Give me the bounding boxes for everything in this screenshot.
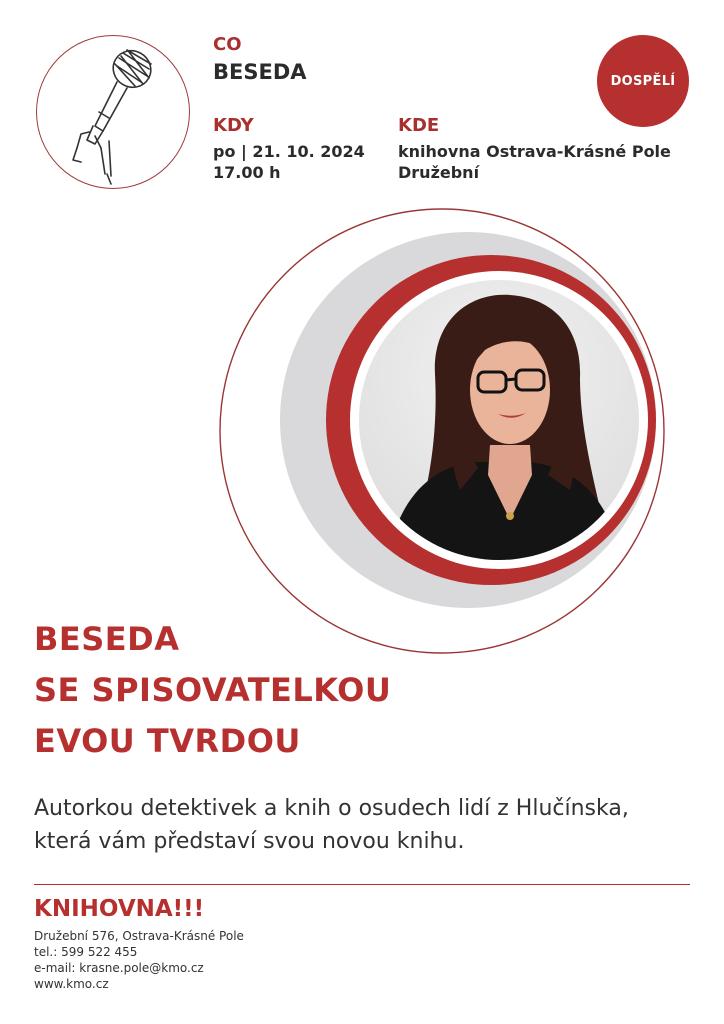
library-brand: KNIHOVNA!!! xyxy=(34,896,205,922)
footer-phone: tel.: 599 522 455 xyxy=(34,945,138,959)
description-line-1: Autorkou detektivek a knih o osudech lidí z Hlučínska, xyxy=(34,796,629,821)
title-line-2: SE SPISOVATELKOU xyxy=(34,671,392,709)
microphone-icon xyxy=(37,36,189,188)
when-label: KDY xyxy=(213,115,254,136)
footer-email: e-mail: krasne.pole@kmo.cz xyxy=(34,961,204,975)
when-time: 17.00 h xyxy=(213,163,281,182)
footer-web: www.kmo.cz xyxy=(34,977,109,991)
title-line-3: EVOU TVRDOU xyxy=(34,722,301,760)
footer-address: Družební 576, Ostrava-Krásné Pole xyxy=(34,929,244,943)
portrait-graphic xyxy=(210,200,690,660)
audience-badge: DOSPĚLÍ xyxy=(597,35,689,127)
where-label: KDE xyxy=(398,115,440,136)
footer-divider xyxy=(34,884,690,885)
description-line-2: která vám představí svou novou knihu. xyxy=(34,829,465,854)
microphone-circle xyxy=(36,35,190,189)
where-street: Družební xyxy=(398,163,480,182)
what-label: CO xyxy=(213,34,242,55)
what-value: BESEDA xyxy=(213,60,307,84)
when-date: po | 21. 10. 2024 xyxy=(213,142,365,161)
where-venue: knihovna Ostrava-Krásné Pole xyxy=(398,142,671,161)
title-line-1: BESEDA xyxy=(34,620,180,658)
